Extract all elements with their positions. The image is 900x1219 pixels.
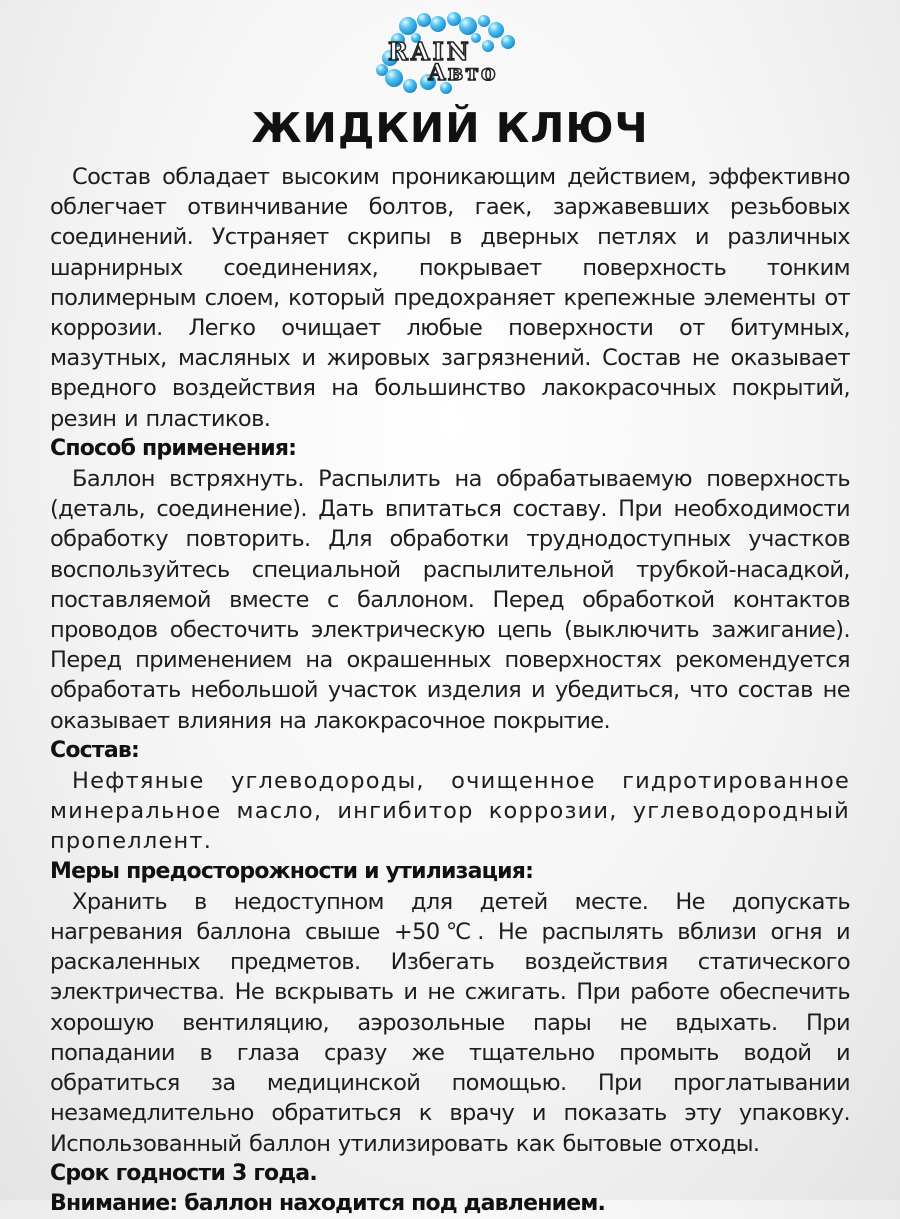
intro-paragraph: Состав обладает высоким проникающим действием, эффективно облегчает отвинчивание болтов, гаек, заржавевших резьбовых соединений. Устраняет скрипы в дверных петлях и различных шарнирных соединениях, покрывает поверхность тонким полимерным слоем, который предохраняет крепежные элементы от коррозии. Легко очищает любые поверхности от битумных, мазутных, масляных и жировых загрязнений. Состав не оказывает вредного воздействия на большинство лакокрасочных покрытий, резин и пластиков. xyxy=(50,164,850,432)
usage-heading: Способ применения: xyxy=(50,435,297,461)
usage-paragraph: Баллон встряхнуть. Распылить на обрабатываемую поверхность (деталь, соединение). Дать впитаться составу. При необходимости обработку повторить. Для обработки труднодоступных участков воспользуйтесь специальной распылительной трубкой-насадкой, поставляемой вместе с баллоном. Перед обработкой контактов проводов обесточить электрическую цепь (выключить зажигание). Перед применением на окрашенных поверхностях рекомендуется обработать небольшой участок изделия и убедиться, что состав не оказывает влияния на лакокрасочное покрытие. xyxy=(50,466,850,734)
composition-heading: Состав: xyxy=(50,737,140,763)
precautions-paragraph: Хранить в недоступном для детей месте. Не допускать нагревания баллона свыше +50℃. Не распылять вблизи огня и раскаленных предметов. Избегать воздействия статического электричества. Не вскрывать и не сжигать. При работе обеспечить хорошую вентиляцию, аэрозольные пары не вдыхать. При попадании в глаза сразу же тщательно промыть водой и обратиться за медицинской помощью. При проглатывании незамедлительно обратиться к врачу и показать эту упаковку. Использованный баллон утилизировать как бытовые отходы. xyxy=(50,888,850,1157)
logo-text-top: RAIN xyxy=(388,37,472,66)
document-body xyxy=(50,162,850,1219)
pressure-warning: Внимание: баллон находится под давлением. xyxy=(50,1190,606,1216)
logo-text-bottom: Авто xyxy=(428,60,498,86)
composition-paragraph: Нефтяные углеводороды, очищенное гидротированное минеральное масло, ингибитор коррозии, углеводородный пропеллент. xyxy=(50,768,850,855)
page-title: ЖИДКИЙ КЛЮЧ xyxy=(251,104,649,152)
shelf-life: Срок годности 3 года. xyxy=(50,1160,317,1186)
rain-avto-logo xyxy=(368,12,534,98)
precautions-heading: Меры предосторожности и утилизация: xyxy=(50,858,534,884)
